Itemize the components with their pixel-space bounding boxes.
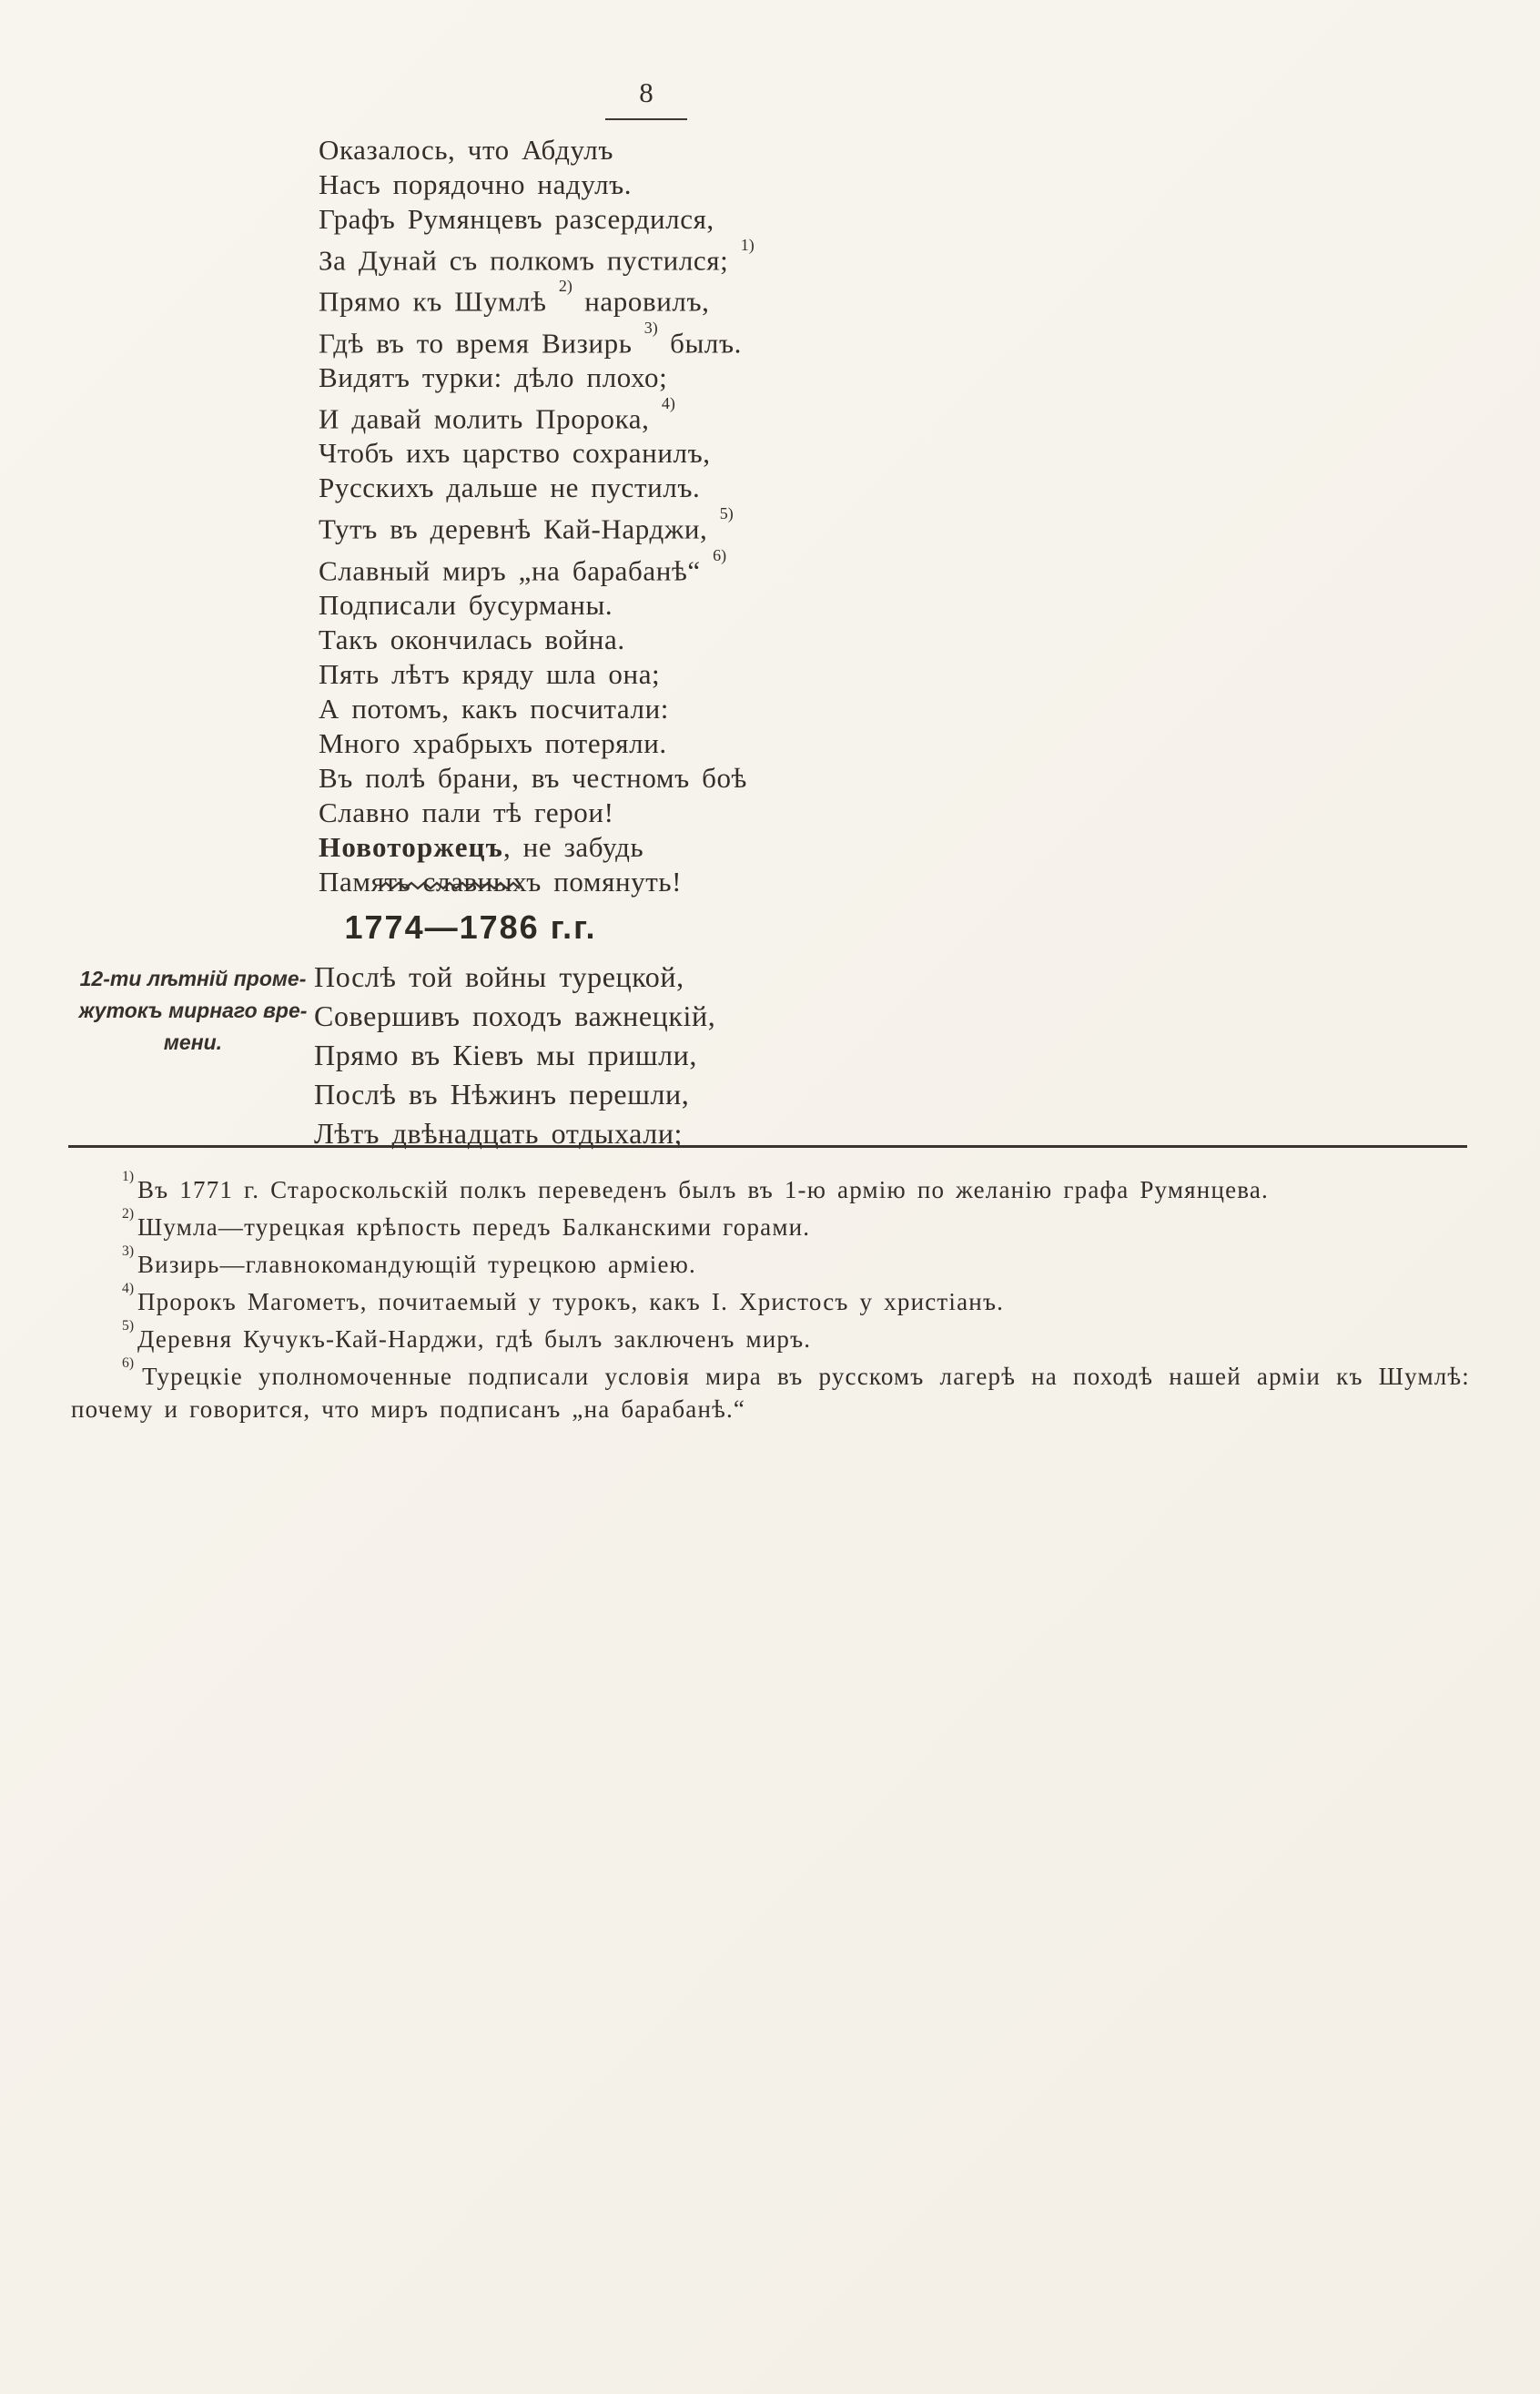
- verse-line: Тутъ въ деревнѣ Кай-Нарджи, $^{5)}$: [319, 504, 734, 545]
- margin-note-line: мени.: [163, 1030, 223, 1054]
- verse-line: Много храбрыхъ потеряли.: [319, 726, 667, 759]
- verse-line: Оказалось, что Абдулъ: [319, 134, 613, 166]
- margin-note: [69, 963, 317, 1059]
- verse-line: Прямо къ Шумлѣ $^{2)}$ наровилъ,: [319, 277, 710, 318]
- footnote: $^{1)}$ Въ 1771 г. Староскольскій полкъ переведенъ былъ въ 1-ю армію по желанію графа Румянцева.: [122, 1169, 1270, 1203]
- verse-line: Подписали бусурманы.: [319, 588, 613, 621]
- footnote: $^{5)}$ Деревня Кучукъ-Кай-Нарджи, гдѣ былъ заключенъ миръ.: [122, 1318, 812, 1353]
- footnote-ref: 6): [713, 545, 727, 564]
- footnote-marker: 1): [122, 1169, 137, 1185]
- footnote-ref: 2): [558, 277, 572, 296]
- page-number-text: 8: [639, 76, 653, 108]
- footnotes: [71, 1169, 1470, 1425]
- verse-line: Такъ окончилась война.: [319, 623, 625, 655]
- footnote-ref: 1): [740, 236, 755, 255]
- verse-line: Послѣ той войны турецкой,: [314, 960, 684, 993]
- footnote-marker: 4): [122, 1281, 137, 1297]
- verse-bold-word: Новоторжецъ: [319, 830, 503, 863]
- page-number: [605, 76, 687, 120]
- verse-line: Память славныхъ помянуть!: [319, 865, 683, 898]
- margin-note-line: жутокъ мирнаго вре-: [78, 999, 308, 1022]
- footnote-marker: 6): [122, 1355, 143, 1372]
- verse-line: Насъ порядочно надулъ.: [319, 168, 633, 200]
- footnote-divider: [68, 1145, 1467, 1148]
- verse-line: Славно пали тѣ герои!: [319, 796, 614, 828]
- verse-line: Славный миръ „на барабанѣ“ $^{6)}$: [319, 545, 727, 586]
- footnote-ref: 4): [661, 394, 675, 413]
- verse-line: За Дунай съ полкомъ пустился; $^{1)}$: [319, 236, 755, 277]
- footnote-ref: 3): [643, 318, 658, 337]
- verse-line: Видятъ турки: дѣло плохо;: [319, 360, 668, 393]
- footnote: $^{2)}$ Шумла—турецкая крѣпость передъ Балканскими горами.: [122, 1206, 811, 1241]
- stanza-1: [319, 133, 755, 899]
- verse-line: Пять лѣтъ кряду шла она;: [319, 657, 661, 690]
- verse-line: А потомъ, какъ посчитали:: [319, 692, 670, 725]
- footnote: $^{3)}$ Визирь—главнокомандующій турецкою арміею.: [122, 1243, 696, 1278]
- verse-line: Русскихъ дальше не пустилъ.: [319, 472, 701, 504]
- verse-line: Лѣтъ двѣнадцать отдыхали;: [314, 1117, 684, 1150]
- verse-line: И давай молить Пророка, $^{4)}$: [319, 394, 675, 435]
- footnote-marker: 2): [122, 1206, 137, 1222]
- verse-line: Послѣ въ Нѣжинъ перешли,: [314, 1078, 690, 1111]
- footnote: $^{4)}$ Пророкъ Магометъ, почитаемый у турокъ, какъ I. Христосъ у христіанъ.: [122, 1281, 1005, 1315]
- verse-line: Новоторжецъ, не забудь: [319, 830, 644, 863]
- verse-line: Графъ Румянцевъ разсердился,: [319, 203, 714, 235]
- stanza-2: [314, 958, 715, 1153]
- margin-note-line: 12-ти лѣтній проме-: [79, 967, 307, 990]
- footnote: $^{6)}$ Турецкіе уполномоченные подписали условія мира въ русскомъ лагерѣ на походѣ нашей арміи къ Шумлѣ: почему и говорится, что миръ подписанъ „на барабанѣ.“: [71, 1355, 1470, 1423]
- verse-line: Въ полѣ брани, въ честномъ боѣ: [319, 761, 747, 794]
- verse-line: Прямо въ Кіевъ мы пришли,: [314, 1039, 697, 1071]
- verse-line: Гдѣ въ то время Визирь $^{3)}$ былъ.: [319, 318, 742, 359]
- footnote-marker: 3): [122, 1243, 137, 1260]
- verse-line: Чтобъ ихъ царство сохранилъ,: [319, 437, 711, 470]
- verse-line: Совершивъ походъ важнецкій,: [314, 999, 716, 1032]
- section-heading: 1774—1786 г.г.: [344, 908, 597, 946]
- footnote-ref: 5): [719, 504, 734, 523]
- footnote-marker: 5): [122, 1318, 137, 1334]
- divider-squiggle-icon: [378, 879, 523, 892]
